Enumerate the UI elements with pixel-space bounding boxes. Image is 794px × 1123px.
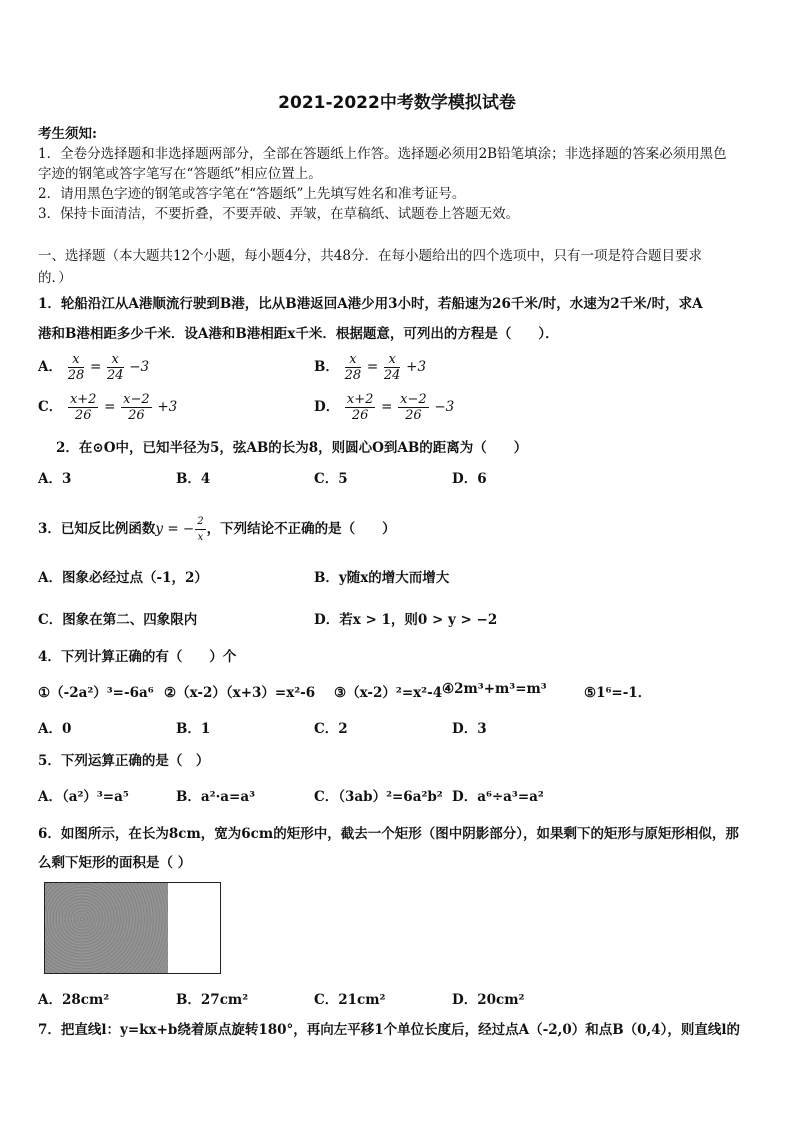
term: −3 xyxy=(129,359,150,375)
notice-line-2: 字迹的钢笔或答字笔写在“答题纸”相应位置上。 xyxy=(38,166,322,182)
term: −3 xyxy=(434,399,455,415)
equals-sign: = xyxy=(381,399,393,415)
numerator: x xyxy=(107,352,124,368)
numerator: x xyxy=(384,352,401,368)
numerator: x+2 xyxy=(69,392,97,407)
q4-item-1: ①（-2a²）³=-6a⁶ xyxy=(38,685,154,701)
q1-option-c xyxy=(38,392,177,423)
q2-options xyxy=(38,467,758,491)
fraction xyxy=(345,352,362,383)
q7-text: 7．把直线l：y=kx+b绕着原点旋转180°，再向左平移1个单位长度后，经过点A（-2,0）和点B（0,4），则直线l的 xyxy=(38,1022,740,1038)
q6-option-a: A．28cm² xyxy=(38,992,110,1008)
fraction xyxy=(345,392,376,423)
q2-option-d: D．6 xyxy=(452,471,487,487)
section-heading-line-2: 的．） xyxy=(38,270,72,286)
q3-post: ，下列结论不正确的是（ ） xyxy=(206,521,396,537)
denominator: 26 xyxy=(128,408,145,423)
fraction xyxy=(398,392,429,423)
fraction xyxy=(68,392,99,423)
q1-line-2: 港和B港相距多少千米．设A港和B港相距x千米．根据题意，可列出的方程是（ ）． xyxy=(38,326,559,342)
q1-options-row-1 xyxy=(38,352,758,383)
q1-options-row-2 xyxy=(38,392,758,423)
fraction xyxy=(195,514,205,545)
fraction xyxy=(68,352,85,383)
q2-text: 2．在⊙O中，已知半径为5，弦AB的长为8，则圆心O到AB的距离为（ ） xyxy=(56,440,528,456)
q5-option-b: B．a²·a=a³ xyxy=(176,789,255,805)
q6-line-1: 6．如图所示，在长为8cm，宽为6cm的矩形中，截去一个矩形（图中阴影部分），如果剩下的矩形与原矩形相似，那 xyxy=(38,826,739,842)
q4-item-4: ④2m³+m³=m³ xyxy=(442,681,547,697)
q5-option-a: A．（a²）³=a⁵ xyxy=(38,789,129,805)
denominator: x xyxy=(197,532,204,543)
section-heading-line-1: 一、选择题（本大题共12个小题，每小题4分，共48分．在每小题给出的四个选项中，只有一项是符合题目要求 xyxy=(38,248,702,264)
q3-option-b: B．y随x的增大而增大 xyxy=(314,570,450,586)
notice-line-4: 3．保持卡面清洁，不要折叠，不要弄破、弄皱，在草稿纸、试题卷上答题无效。 xyxy=(38,206,520,222)
q3-pre: 3．已知反比例函数 xyxy=(38,521,156,537)
q4-items xyxy=(38,681,758,705)
q5-option-d: D．a⁶÷a³=a² xyxy=(452,789,544,805)
notice-line-3: 2．请用黑色字迹的钢笔或答字笔在“答题纸”上先填写姓名和准考证号。 xyxy=(38,186,466,202)
notice-line-1: 1．全卷分选择题和非选择题两部分，全部在答题纸上作答。选择题必须用2B铅笔填涂；非选择题的答案必须用黑色 xyxy=(38,146,727,162)
denominator: 28 xyxy=(344,368,362,383)
numerator: 2 xyxy=(195,514,205,530)
q4-text: 4．下列计算正确的有（ ）个 xyxy=(38,649,237,665)
shaded-rectangle xyxy=(44,882,170,974)
q2-option-c: C．5 xyxy=(314,471,348,487)
q1-line-1: 1．轮船沿江从A港顺流行驶到B港，比从B港返回A港少用3小时，若船速为26千米/时，水速为2千米/时，求A xyxy=(38,296,703,312)
numerator: x xyxy=(68,352,85,368)
equals-sign: = xyxy=(104,399,116,415)
page-title: 2021-2022中考数学模拟试卷 xyxy=(278,93,516,113)
q4-item-3: ③（x-2）²=x²-4 xyxy=(334,685,443,701)
q4-option-a: A．0 xyxy=(38,721,72,737)
q3-function-lhs: y = − xyxy=(155,521,195,537)
q6-option-c: C．21cm² xyxy=(314,992,386,1008)
option-label: C． xyxy=(38,399,63,415)
numerator: x−2 xyxy=(400,392,427,407)
denominator: 26 xyxy=(351,408,369,423)
notice-heading: 考生须知: xyxy=(38,126,97,142)
denominator: 28 xyxy=(67,368,85,383)
q3-option-c: C．图象在第二、四象限内 xyxy=(38,612,198,628)
q1-option-b xyxy=(314,352,426,383)
rectangle-figure xyxy=(44,882,220,974)
fraction xyxy=(384,352,401,383)
denominator: 26 xyxy=(74,408,92,423)
q4-option-d: D．3 xyxy=(452,721,487,737)
q1-option-d xyxy=(314,392,454,423)
remaining-rectangle xyxy=(168,882,221,974)
q3-option-d: D．若x > 1，则0 > y > −2 xyxy=(314,612,498,628)
q6-line-2: 么剩下矩形的面积是（ ） xyxy=(38,855,192,871)
fraction xyxy=(121,392,152,423)
q3-option-a: A．图象必经过点（-1，2） xyxy=(38,570,208,586)
q5-option-c: C．（3ab）²=6a²b² xyxy=(314,789,443,805)
numerator: x−2 xyxy=(123,392,150,407)
q4-option-c: C．2 xyxy=(314,721,348,737)
q6-options xyxy=(38,988,758,1012)
equals-sign: = xyxy=(89,359,102,375)
fraction xyxy=(107,352,124,383)
q2-option-a: A．3 xyxy=(38,471,72,487)
option-label: B． xyxy=(314,359,339,375)
denominator: 26 xyxy=(405,408,422,423)
q2-option-b: B．4 xyxy=(176,471,211,487)
q3-options-row-2 xyxy=(38,608,758,632)
denominator: 24 xyxy=(383,368,401,383)
equals-sign: = xyxy=(366,359,379,375)
option-label: A． xyxy=(38,359,62,375)
q4-item-2: ②（x-2）（x+3）=x²-6 xyxy=(164,685,316,701)
numerator: x xyxy=(345,352,362,368)
term: +3 xyxy=(406,359,427,375)
numerator: x+2 xyxy=(346,392,374,407)
q3-options-row-1 xyxy=(38,566,758,590)
q5-text: 5．下列运算正确的是（ ） xyxy=(38,753,210,769)
q5-options xyxy=(38,785,758,809)
option-label: D． xyxy=(314,399,340,415)
q3-stem xyxy=(38,514,396,545)
denominator: 24 xyxy=(106,368,124,383)
term: +3 xyxy=(157,399,178,415)
q4-option-b: B．1 xyxy=(176,721,211,737)
q6-option-d: D．20cm² xyxy=(452,992,525,1008)
q6-option-b: B．27cm² xyxy=(176,992,249,1008)
q4-options xyxy=(38,717,758,741)
q1-option-a xyxy=(38,352,149,383)
q4-item-5: ⑤1⁶=-1． xyxy=(584,685,652,701)
